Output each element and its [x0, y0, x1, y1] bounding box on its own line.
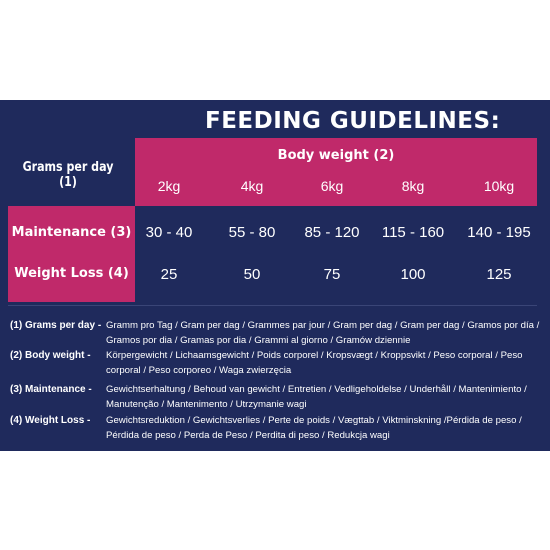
table-cell: 125 — [486, 266, 512, 283]
table-cell: 50 — [243, 266, 261, 283]
column-header-10kg: 10kg — [483, 178, 515, 194]
column-header-6kg: 6kg — [320, 178, 344, 194]
table-cell: 140 - 195 — [467, 224, 531, 241]
table-cell: 55 - 80 — [228, 224, 276, 241]
legend-definition: Gramm pro Tag / Gram per dag / Grammes par jour / Gram per dag / Gram per dag / Gramos por día / Gramos por dia / Gramas por dia / Grammi al giorno / Gramów dziennie — [106, 320, 540, 346]
legend-term: (3) Maintenance - — [10, 384, 92, 395]
row-label-box — [8, 206, 135, 302]
table-cell: 25 — [160, 266, 178, 283]
legend-definition: Gewichtserhaltung / Behoud van gewicht / Entretien / Vedligeholdelse / Underhåll / Mantenimiento / Manutenção / Mantenimento / Utrzymanie wagi — [106, 384, 527, 410]
table-cell: 100 — [400, 266, 426, 283]
body-weight-label: Body weight (2) — [277, 148, 395, 163]
row-label-weight-loss: Weight Loss (4) — [14, 266, 129, 281]
page-title: FEEDING GUIDELINES: — [205, 108, 501, 134]
row-label-maintenance: Maintenance (3) — [11, 225, 132, 240]
legend-definition: Gewichtsreduktion / Gewichtsverlies / Perte de poids / Vægttab / Viktminskning /Pérdida de peso / Pérdida de peso / Perda de Peso / Perdita di peso / Redukcja wagi — [106, 415, 522, 441]
legend-term: (2) Body weight - — [10, 350, 91, 361]
legend-term: (4) Weight Loss - — [10, 415, 91, 426]
table-cell: 75 — [323, 266, 341, 283]
table-cell: 115 - 160 — [381, 224, 445, 241]
column-header-2kg: 2kg — [157, 178, 181, 194]
table-cell: 30 - 40 — [145, 224, 193, 241]
divider — [8, 305, 537, 306]
column-header-4kg: 4kg — [240, 178, 264, 194]
column-header-8kg: 8kg — [401, 178, 425, 194]
table-cell: 85 - 120 — [304, 224, 360, 241]
legend-definition: Körpergewicht / Lichaamsgewicht / Poids corporel / Kropsvægt / Kroppsvikt / Peso corporal / Peso corporal / Peso corporeo / Waga zwierzęcia — [106, 350, 523, 376]
legend-term: (1) Grams per day - — [10, 320, 102, 331]
grams-per-day-label: Grams per day (1) — [22, 160, 114, 190]
